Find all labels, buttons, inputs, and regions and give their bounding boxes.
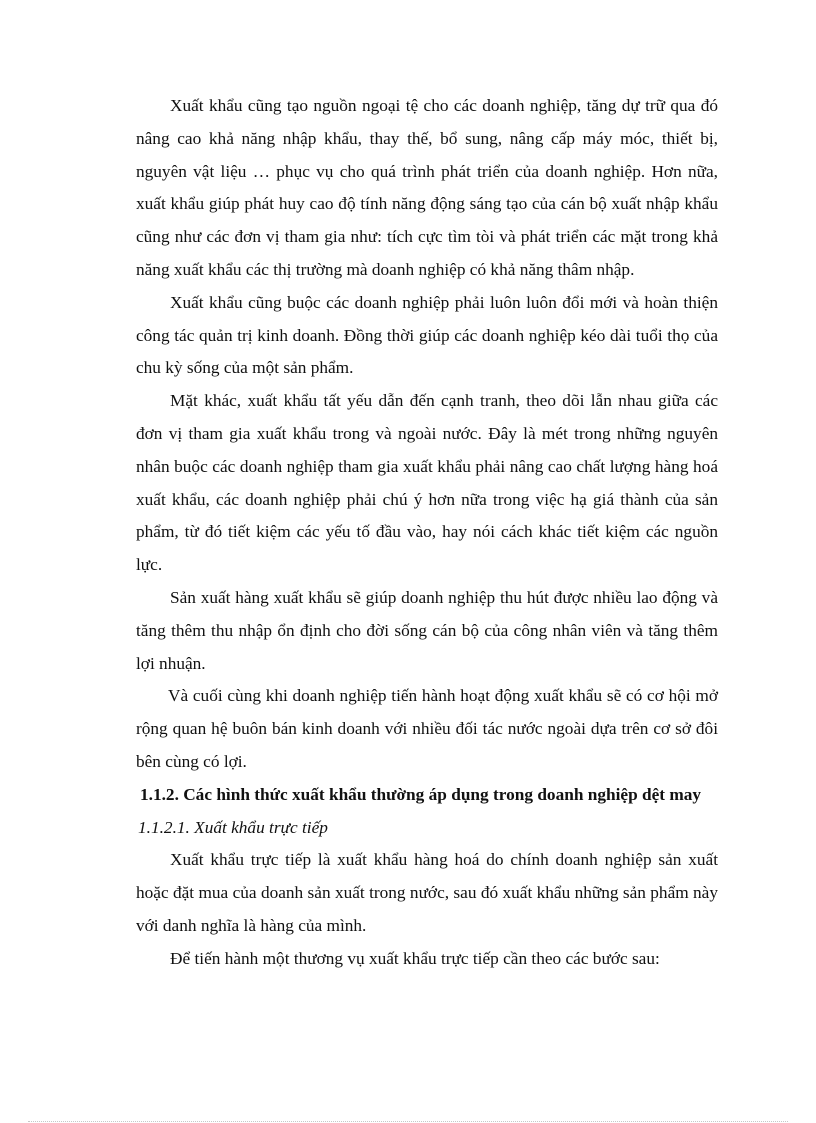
body-paragraph: Xuất khẩu cũng buộc các doanh nghiệp phải luôn luôn đổi mới và hoàn thiện công tác quản trị kinh doanh. Đồng thời giúp các doanh nghiệp kéo dài tuổi thọ của chu kỳ sống của một sản phẩm.: [136, 292, 718, 378]
document-body: [136, 90, 718, 976]
body-paragraph: Xuất khẩu cũng tạo nguồn ngoại tệ cho các doanh nghiệp, tăng dự trữ qua đó nâng cao khả năng nhập khẩu, thay thế, bổ sung, nâng cấp máy móc, thiết bị, nguyên vật liệu … phục vụ cho quá trình phát triển của doanh nghiệp. Hơn nữa, xuất khẩu giúp phát huy cao độ tính năng động sáng tạo của cán bộ xuất nhập khẩu cũng như các đơn vị tham gia như: tích cực tìm tòi và phát triển các mặt trong khả năng xuất khẩu các thị trường mà doanh nghiệp có khả năng thâm nhập.: [136, 96, 718, 279]
page-bottom-divider: [28, 1121, 788, 1122]
subsection-heading: 1.1.2.1. Xuất khẩu trực tiếp: [138, 817, 328, 837]
body-paragraph: Sản xuất hàng xuất khẩu sẽ giúp doanh nghiệp thu hút được nhiều lao động và tăng thêm thu nhập ổn định cho đời sống cán bộ của công nhân viên và tăng thêm lợi nhuận.: [136, 587, 718, 673]
body-paragraph: Và cuối cùng khi doanh nghiệp tiến hành hoạt động xuất khẩu sẽ có cơ hội mở rộng quan hệ buôn bán kinh doanh với nhiều đối tác nước ngoài dựa trên cơ sở đôi bên cùng có lợi.: [136, 686, 718, 771]
body-paragraph: Mặt khác, xuất khẩu tất yếu dẫn đến cạnh tranh, theo dõi lẫn nhau giữa các đơn vị tham gia xuất khẩu trong và ngoài nước. Đây là mét trong những nguyên nhân buộc các doanh nghiệp tham gia xuất khẩu phải nâng cao chất lượng hàng hoá xuất khẩu, các doanh nghiệp phải chú ý hơn nữa trong việc hạ giá thành của sản phẩm, từ đó tiết kiệm các yếu tố đầu vào, hay nói cách khác tiết kiệm các nguồn lực.: [136, 391, 718, 575]
body-paragraph: Xuất khẩu trực tiếp là xuất khẩu hàng hoá do chính doanh nghiệp sản xuất hoặc đặt mua của doanh sản xuất trong nước, sau đó xuất khẩu những sản phẩm này với danh nghĩa là hàng của mình.: [136, 850, 718, 935]
body-paragraph: Để tiến hành một thương vụ xuất khẩu trực tiếp cần theo các bước sau:: [170, 948, 660, 968]
section-heading: 1.1.2. Các hình thức xuất khẩu thường áp dụng trong doanh nghiệp dệt may: [140, 784, 702, 804]
